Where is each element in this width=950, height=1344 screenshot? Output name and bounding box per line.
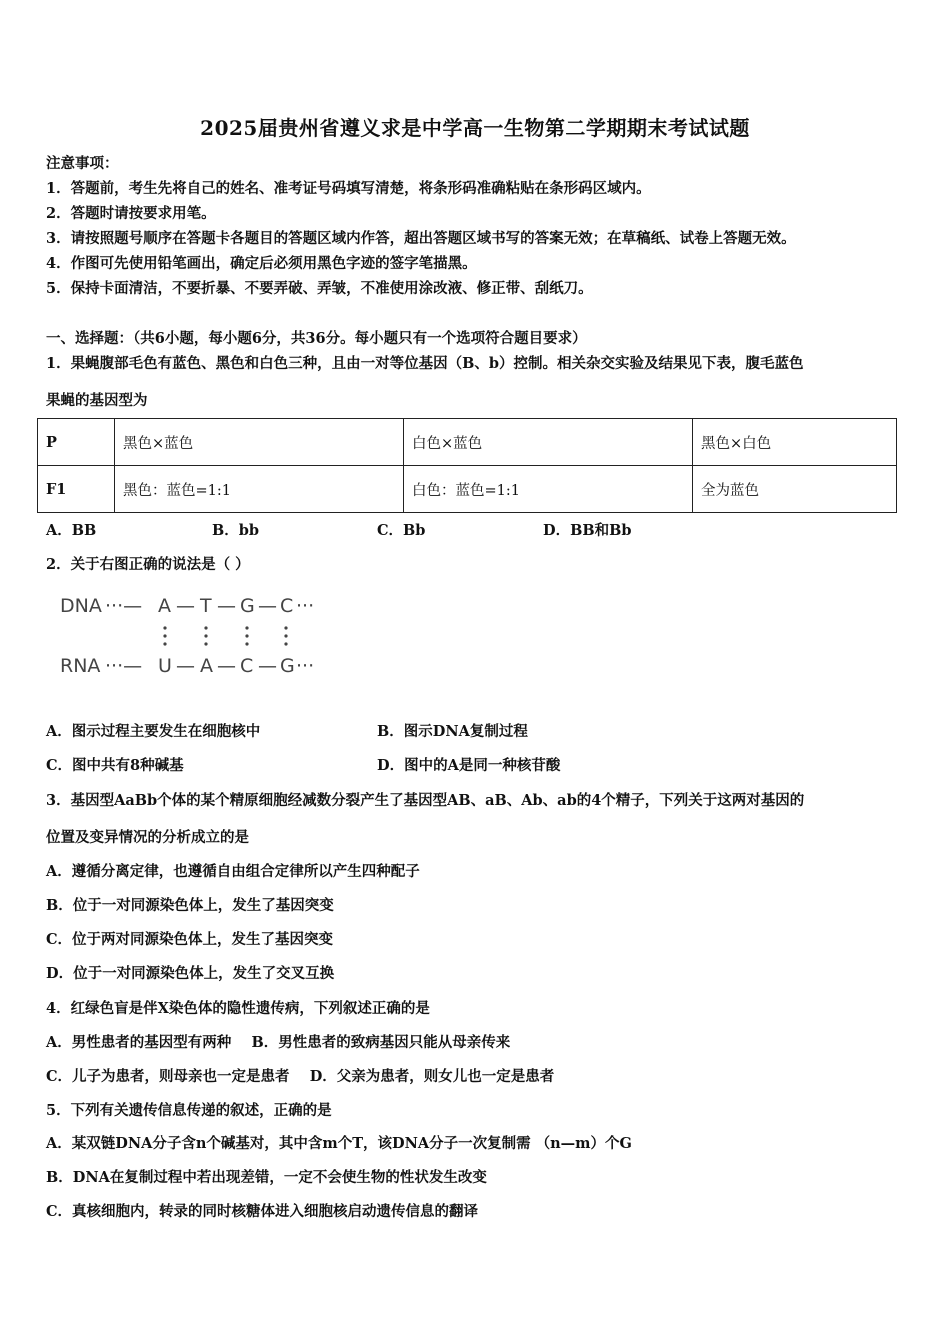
table-cell: 白色×蓝色 <box>404 419 693 466</box>
q2-stem: 2．关于右图正确的说法是（ ） <box>46 556 250 573</box>
base-pair-dots <box>163 626 287 645</box>
q1-stem-cont: 果蝇的基因型为 <box>46 392 148 409</box>
dna-base: G <box>240 595 255 617</box>
rna-base: U <box>158 655 172 677</box>
q1-option-d: D．BB和Bb <box>543 522 632 539</box>
notice-item: 2．答题时请按要求用笔。 <box>46 205 216 222</box>
q3-stem-cont: 位置及变异情况的分析成立的是 <box>46 829 249 846</box>
q1-stem: 1．果蝇腹部毛色有蓝色、黑色和白色三种，且由一对等位基因（B、b）控制。相关杂交实验及结果见下表，腹毛蓝色 <box>46 355 804 372</box>
table-cell: 黑色：蓝色=1:1 <box>115 466 404 513</box>
q3-option-a: A．遵循分离定律，也遵循自由组合定律所以产生四种配子 <box>46 863 420 880</box>
q4-options-ab: A．男性患者的基因型有两种 B．男性患者的致病基因只能从母亲传来 <box>46 1034 511 1051</box>
q1-cross-table <box>37 418 897 513</box>
table-row <box>38 419 897 466</box>
q1-option-a: A．BB <box>46 522 97 539</box>
table-cell: P <box>38 419 115 466</box>
q5-stem: 5．下列有关遗传信息传递的叙述，正确的是 <box>46 1102 332 1119</box>
table-row <box>38 466 897 513</box>
rna-bond: — <box>176 655 195 677</box>
dna-bond: — <box>217 595 236 617</box>
q2-option-c: C．图中共有8种碱基 <box>46 757 184 774</box>
table-cell: 白色：蓝色=1:1 <box>404 466 693 513</box>
rna-base: C <box>240 655 254 677</box>
q1-option-b: B．bb <box>212 522 260 539</box>
notice-item: 1．答题前，考生先将自己的姓名、准考证号码填写清楚，将条形码准确粘贴在条形码区域内。 <box>46 180 651 197</box>
dna-base: A <box>158 595 171 617</box>
rna-bond: — <box>217 655 236 677</box>
dna-rna-figure <box>60 590 340 685</box>
rna-dots: ···— <box>105 655 143 677</box>
dna-bond: — <box>258 595 277 617</box>
q5-option-c: C．真核细胞内，转录的同时核糖体进入细胞核启动遗传信息的翻译 <box>46 1203 479 1220</box>
q2-option-a: A．图示过程主要发生在细胞核中 <box>46 723 261 740</box>
notice-item: 4．作图可先使用铅笔画出，确定后必须用黑色字迹的签字笔描黑。 <box>46 255 477 272</box>
dna-label: DNA <box>60 595 102 617</box>
q3-option-d: D．位于一对同源染色体上，发生了交叉互换 <box>46 965 335 982</box>
q4-options-cd: C．儿子为患者，则母亲也一定是患者 D．父亲为患者，则女儿也一定是患者 <box>46 1068 555 1085</box>
notice-item: 3．请按照题号顺序在答题卡各题目的答题区域内作答，超出答题区域书写的答案无效；在草稿纸、试卷上答题无效。 <box>46 230 796 247</box>
dna-bond: — <box>176 595 195 617</box>
q2-option-b: B．图示DNA复制过程 <box>377 723 528 740</box>
table-cell: 全为蓝色 <box>693 466 897 513</box>
dna-base: C <box>280 595 294 617</box>
section-heading: 一、选择题：（共6小题，每小题6分，共36分。每小题只有一个选项符合题目要求） <box>46 330 587 347</box>
rna-dots: ··· <box>296 655 315 677</box>
q5-option-b: B．DNA在复制过程中若出现差错，一定不会使生物的性状发生改变 <box>46 1169 487 1186</box>
q3-option-b: B．位于一对同源染色体上，发生了基因突变 <box>46 897 334 914</box>
dna-dots: ··· <box>296 595 315 617</box>
rna-label: RNA <box>60 655 101 677</box>
q2-option-d: D．图中的A是同一种核苷酸 <box>377 757 561 774</box>
dna-base: T <box>200 595 212 617</box>
q5-option-a: A．某双链DNA分子含n个碱基对，其中含m个T，该DNA分子一次复制需 （n—m）个G <box>46 1135 632 1152</box>
q1-option-c: C．Bb <box>377 522 426 539</box>
q4-stem: 4．红绿色盲是伴X染色体的隐性遗传病，下列叙述正确的是 <box>46 1000 430 1017</box>
q3-option-c: C．位于两对同源染色体上，发生了基因突变 <box>46 931 334 948</box>
dna-dots: ···— <box>105 595 143 617</box>
table-cell: 黑色×白色 <box>693 419 897 466</box>
rna-bond: — <box>258 655 277 677</box>
q3-stem: 3．基因型AaBb个体的某个精原细胞经减数分裂产生了基因型AB、aB、Ab、ab的4个精子，下列关于这两对基因的 <box>46 792 805 809</box>
page-title: 2025届贵州省遵义求是中学高一生物第二学期期末考试试题 <box>200 116 750 140</box>
notice-heading: 注意事项： <box>46 155 119 172</box>
table-cell: F1 <box>38 466 115 513</box>
rna-base: A <box>200 655 213 677</box>
table-cell: 黑色×蓝色 <box>115 419 404 466</box>
rna-base: G <box>280 655 295 677</box>
notice-item: 5．保持卡面清洁，不要折暴、不要弄破、弄皱，不准使用涂改液、修正带、刮纸刀。 <box>46 280 593 297</box>
